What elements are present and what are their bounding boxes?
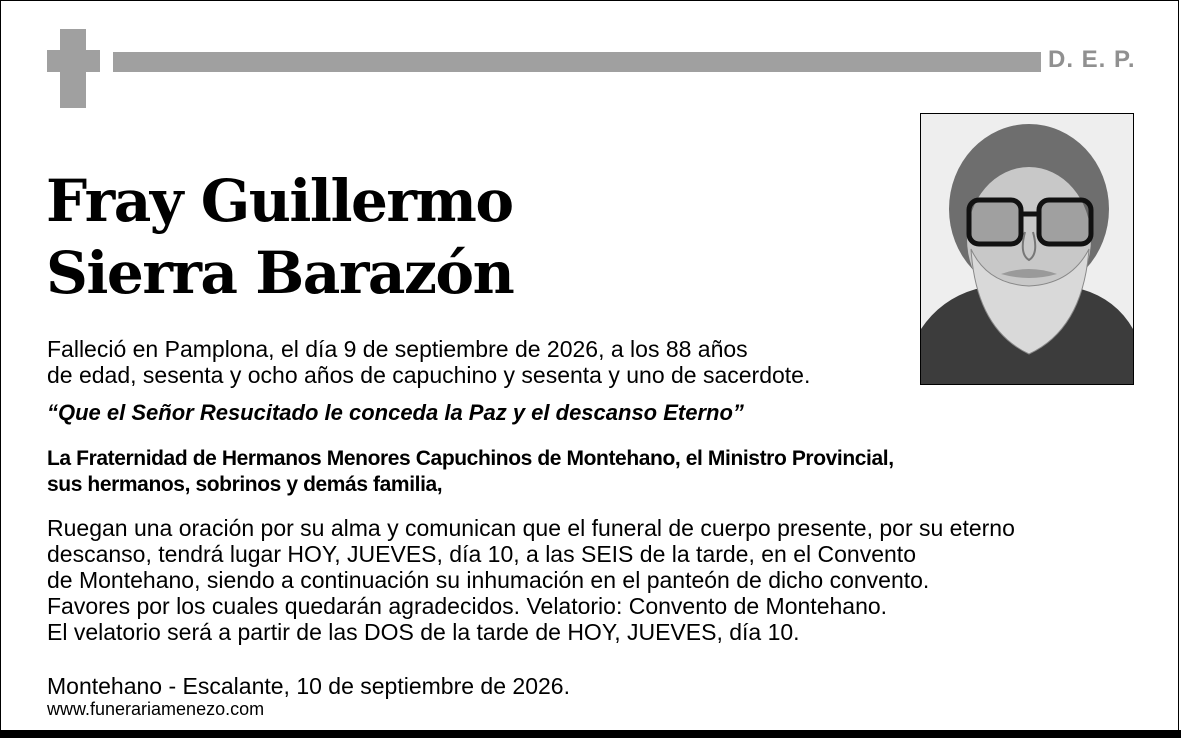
place-and-date: Montehano - Escalante, 10 de septiembre de 2026. xyxy=(47,673,570,699)
deceased-name xyxy=(46,165,513,309)
funeral-line-5: El velatorio será a partir de las DOS de la tarde de HOY, JUEVES, día 10. xyxy=(47,619,800,645)
death-notice-line-2: de edad, sesenta y ocho años de capuchino y sesenta y uno de sacerdote. xyxy=(47,362,811,388)
family-line-1: La Fraternidad de Hermanos Menores Capuchinos de Montehano, el Ministro Provincial, xyxy=(47,447,894,470)
portrait-illustration xyxy=(921,114,1133,384)
funeral-line-1: Ruegan una oración por su alma y comunican que el funeral de cuerpo presente, por su eterno xyxy=(47,515,1015,541)
website-link[interactable]: www.funerariamenezo.com xyxy=(47,699,265,719)
name-line-1: Fray Guillermo xyxy=(46,167,513,235)
religious-quote: “Que el Señor Resucitado le conceda la Paz y el descanso Eterno” xyxy=(47,400,744,425)
bottom-rule xyxy=(0,730,1181,738)
death-notice xyxy=(47,336,810,388)
dep-label: D. E. P. xyxy=(1048,46,1136,73)
name-line-2: Sierra Barazón xyxy=(46,239,514,307)
header-rule xyxy=(113,52,1041,72)
cross-horizontal-bar xyxy=(47,50,100,72)
funeral-line-4: Favores por los cuales quedarán agradecidos. Velatorio: Convento de Montehano. xyxy=(47,593,888,619)
death-notice-line-1: Falleció en Pamplona, el día 9 de septiembre de 2026, a los 88 años xyxy=(47,336,748,362)
funeral-line-3: de Montehano, siendo a continuación su inhumación en el panteón de dicho convento. xyxy=(47,567,930,593)
family-notice xyxy=(47,446,894,498)
family-line-2: sus hermanos, sobrinos y demás familia, xyxy=(47,473,443,496)
funeral-details xyxy=(47,515,1015,645)
portrait-photo xyxy=(920,113,1134,385)
funeral-line-2: descanso, tendrá lugar HOY, JUEVES, día 10, a las SEIS de la tarde, en el Convento xyxy=(47,541,916,567)
